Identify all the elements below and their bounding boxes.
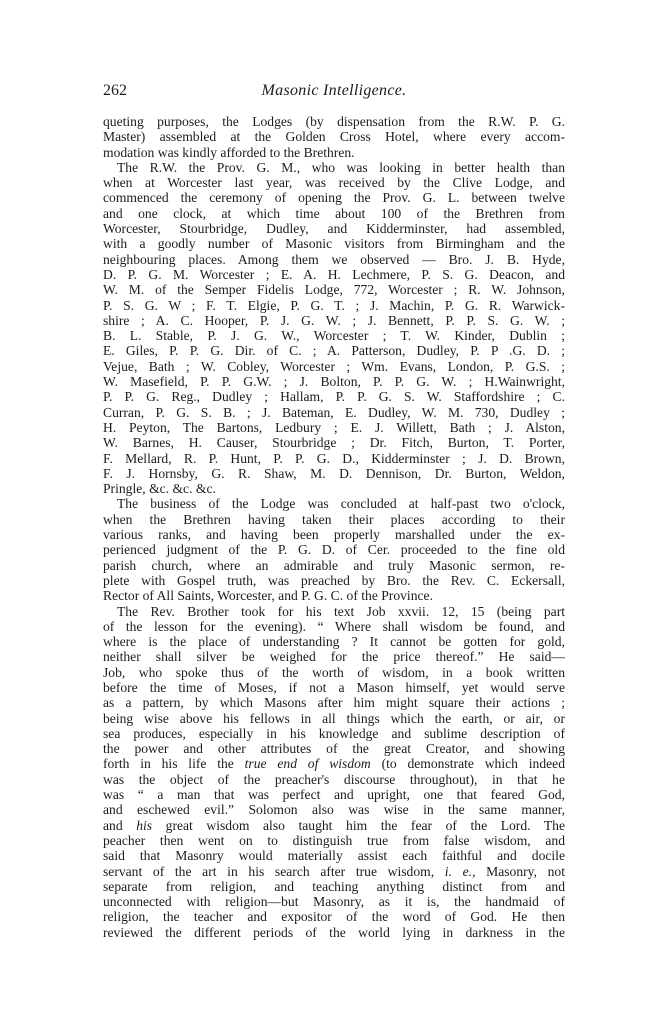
running-title: Masonic Intelligence. [261, 82, 407, 99]
text-line [103, 634, 565, 649]
text-line [103, 221, 565, 236]
text-line [103, 114, 565, 129]
text-segment: F. Mellard, R. P. Hunt, P. P. G. D., Kidderminster ; J. D. Brown, [103, 450, 565, 466]
text-line [103, 558, 565, 573]
text-line [103, 726, 565, 741]
text-segment: The R.W. the Prov. G. M., who was looking in better health than [117, 159, 565, 175]
text-segment: Vejue, Bath ; W. Cobley, Worcester ; Wm. Evans, London, P. G.S. ; [103, 358, 565, 374]
text-segment: P. S. G. W ; F. T. Elgie, P. G. T. ; J. Machin, P. G. R. Warwick- [103, 297, 565, 313]
text-segment: commenced the ceremony of opening the Prov. G. L. between twelve [103, 190, 565, 206]
text-segment: with a goodly number of Masonic visitors from Birmingham and the [103, 236, 565, 252]
text-segment: Curran, P. G. S. B. ; J. Bateman, E. Dudley, W. M. 730, Dudley ; [103, 404, 565, 420]
text-line [103, 741, 565, 756]
text-line [103, 527, 565, 542]
text-line [103, 573, 565, 588]
text-line [103, 206, 565, 221]
text-line [103, 756, 565, 771]
text-segment: The Rev. Brother took for his text Job xxvii. 12, 15 (being part [117, 603, 565, 619]
text-segment: religion, the teacher and expositor of the word of God. He then [103, 909, 565, 925]
text-line [103, 420, 565, 435]
text-line [103, 374, 565, 389]
text-line [103, 282, 565, 297]
text-segment: W. Barnes, H. Causer, Stourbridge ; Dr. Fitch, Burton, T. Porter, [103, 435, 565, 451]
text-segment: Worcester, Stourbridge, Dudley, and Kidderminster, had assembled, [103, 221, 565, 237]
text-line [103, 619, 565, 634]
text-segment: shire ; A. C. Hooper, P. J. G. W. ; J. Bennett, P. P. S. G. W. ; [103, 312, 565, 328]
text-line [103, 772, 565, 787]
text-segment: various ranks, and having been properly marshalled under the ex- [103, 527, 565, 543]
page-number: 262 [103, 82, 127, 99]
text-segment: the power and other attributes of the great Creator, and showing [103, 741, 565, 757]
text-line [103, 894, 565, 909]
text-segment: of the lesson for the evening). “ Where shall wisdom be found, and [103, 618, 565, 634]
text-segment: B. L. Stable, P. J. G. W., Worcester ; T. W. Kinder, Dublin ; [103, 328, 565, 344]
text-line [103, 512, 565, 527]
text-segment: H. Peyton, The Bartons, Ledbury ; E. J. Willett, Bath ; J. Alston, [103, 419, 565, 435]
italic-phrase: true end of wisdom [244, 756, 371, 772]
text-line [103, 267, 565, 282]
text-segment: Rector of All Saints, Worcester, and P. G. C. of the Province. [103, 588, 433, 604]
text-segment: D. P. G. M. Worcester ; E. A. H. Lechmere, P. S. G. Deacon, and [103, 266, 565, 282]
text-line [103, 665, 565, 680]
text-segment: P. P. G. Reg., Dudley ; Hallam, P. P. G. S. W. Staffordshire ; C. [103, 389, 565, 405]
italic-phrase: i. e., [444, 863, 476, 879]
text-line [103, 848, 565, 863]
text-segment: queting purposes, the Lodges (by dispensation from the R.W. P. G. [103, 114, 565, 129]
text-segment: great wisdom also taught him the fear of the Lord. The [152, 817, 565, 833]
article-body [103, 114, 565, 940]
italic-phrase: his [136, 817, 153, 833]
text-line [103, 252, 565, 267]
text-segment: where is the place of understanding ? It cannot be gotten for gold, [103, 634, 565, 650]
text-line [103, 175, 565, 190]
text-segment: E. Giles, P. P. G. Dir. of C. ; A. Patterson, Dudley, P. P .G. D. ; [103, 343, 565, 359]
text-segment: separate from religion, and teaching anything distinct from and [103, 878, 565, 894]
text-line [103, 879, 565, 894]
text-segment: Job, who spoke thus of the worth of wisdom, in a book written [103, 664, 565, 680]
text-segment: F. J. Hornsby, G. R. Shaw, M. D. Dennison, Dr. Burton, Weldon, [103, 465, 565, 481]
text-line [103, 405, 565, 420]
text-line [103, 925, 565, 940]
text-segment: when the Brethren having taken their places according to their [103, 511, 565, 527]
text-line [103, 435, 565, 450]
text-line [103, 680, 565, 695]
text-line [103, 909, 565, 924]
text-segment: said that Masonry would materially assist each faithful and docile [103, 848, 565, 864]
text-segment: Master) assembled at the Golden Cross Hotel, where every accom- [103, 129, 565, 145]
text-line [103, 787, 565, 802]
text-segment: sea produces, especially in his knowledge and sublime description of [103, 725, 565, 741]
text-segment: reviewed the different periods of the world lying in darkness in the [103, 924, 565, 940]
text-line [103, 313, 565, 328]
text-line [103, 711, 565, 726]
text-line [103, 802, 565, 817]
text-line [103, 649, 565, 664]
text-line [103, 833, 565, 848]
text-line [103, 343, 565, 358]
text-segment: parish church, where an admirable and truly Masonic sermon, re- [103, 557, 565, 573]
text-segment: and one clock, at which time about 100 of the Brethren from [103, 205, 565, 221]
text-line [103, 160, 565, 175]
text-segment: Masonry, not [475, 863, 566, 879]
text-segment: neighbouring places. Among them we observed — Bro. J. B. Hyde, [103, 251, 565, 267]
text-segment: neither shall silver be weighed for the price thereof.” He said— [103, 649, 565, 665]
text-line [103, 389, 565, 404]
text-line [103, 588, 565, 603]
text-line [103, 466, 565, 481]
text-line [103, 695, 565, 710]
page-header [103, 82, 565, 104]
text-line [103, 236, 565, 251]
text-segment: before the time of Moses, if not a Mason himself, yet would serve [103, 679, 565, 695]
text-line [103, 496, 565, 511]
text-line [103, 190, 565, 205]
text-segment: perienced judgment of the P. G. D. of Cer. proceeded to the fine old [103, 542, 565, 558]
text-line [103, 298, 565, 313]
text-line [103, 542, 565, 557]
text-segment: The business of the Lodge was concluded at half-past two o'clock, [117, 496, 565, 512]
text-segment: as a pattern, by which Masons after him might square their actions ; [103, 695, 565, 711]
text-segment: and eschewed evil.” Solomon also was wise in the same manner, [103, 802, 565, 818]
text-segment: W. Masefield, P. P. G.W. ; J. Bolton, P. P. G. W. ; H.Wainwright, [103, 374, 565, 390]
text-segment: and [103, 817, 137, 833]
text-segment: plete with Gospel truth, was preached by Bro. the Rev. C. Eckersall, [103, 572, 565, 588]
text-segment: being wise above his fellows in all things which the earth, or air, or [103, 710, 565, 726]
text-segment: W. M. of the Semper Fidelis Lodge, 772, Worcester ; R. W. Johnson, [103, 282, 565, 298]
text-line [103, 864, 565, 879]
text-segment: was “ a man that was perfect and upright, one that feared God, [103, 787, 565, 803]
text-line [103, 328, 565, 343]
text-line [103, 129, 565, 144]
text-segment: (to demonstrate which indeed [370, 756, 565, 772]
text-line [103, 604, 565, 619]
text-line [103, 451, 565, 466]
text-segment: unconnected with religion—but Masonry, as it is, the handmaid of [103, 894, 565, 910]
text-segment: servant of the art in his search after true wisdom, [103, 863, 445, 879]
text-line [103, 359, 565, 374]
text-segment: forth in his life the [103, 756, 245, 772]
text-line [103, 818, 565, 833]
text-line [103, 145, 565, 160]
text-line [103, 481, 565, 496]
text-segment: when at Worcester last year, was received by the Clive Lodge, and [103, 175, 565, 191]
text-segment: was the object of the preacher's discourse throughout), in that he [103, 771, 565, 787]
text-segment: modation was kindly afforded to the Brethren. [103, 144, 355, 160]
text-segment: Pringle, &c. &c. &c. [103, 481, 216, 497]
text-segment: peacher then went on to distinguish true from false wisdom, and [103, 832, 565, 848]
